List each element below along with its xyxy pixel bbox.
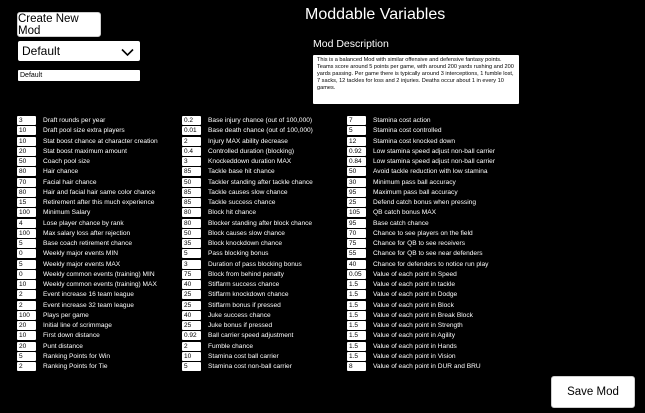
variable-label: Hair and facial hair same color chance bbox=[43, 188, 156, 196]
variable-value-input[interactable]: 80 bbox=[182, 208, 201, 217]
variable-label: Blocker standing after block chance bbox=[208, 219, 313, 227]
variable-value-input[interactable]: 50 bbox=[182, 178, 201, 187]
variable-label: Stamina cost ball carrier bbox=[208, 352, 279, 360]
variable-label: Stat boost chance at character creation bbox=[43, 137, 158, 145]
variable-label: Weekly major events MIN bbox=[43, 250, 118, 258]
variable-label: Base death chance (out of 100,000) bbox=[208, 127, 313, 135]
variable-label: Stamina cost action bbox=[373, 117, 431, 124]
variable-label: Stat boost maximum amount bbox=[43, 147, 127, 155]
variable-label: Max salary loss after rejection bbox=[43, 229, 131, 237]
variable-value-input[interactable]: 0.92 bbox=[347, 147, 366, 156]
variable-label: Chance for defenders to notice run play bbox=[373, 260, 489, 268]
variable-value-input[interactable]: 1.5 bbox=[347, 311, 366, 320]
variable-label: Block knockdown chance bbox=[208, 240, 283, 247]
variable-label: Retirement after this much experience bbox=[43, 199, 155, 206]
variable-label: Tackle causes slow chance bbox=[208, 188, 288, 196]
variable-label: Avoid tackle reduction with low stamina bbox=[373, 168, 488, 176]
variable-label: Facial hair chance bbox=[43, 178, 97, 186]
chevron-down-icon bbox=[121, 48, 134, 57]
variable-value-input[interactable]: 1.5 bbox=[347, 301, 366, 310]
variable-label: Juke success chance bbox=[208, 311, 271, 319]
variable-label: Stiffarm bonus if pressed bbox=[208, 301, 281, 309]
variable-value-input[interactable]: 100 bbox=[17, 311, 36, 320]
mod-description-textarea[interactable]: This is a balanced Mod with similar offensive and defensive fantasy points. Teams score around 5 points per game, with around 200 yards rushing and 200 yards passing. Per game there is typically around 3 interceptions, 1 fumble lost, 7 sacks, 12 tackles for loss and 2 injuries. Deaths occur about 1 in every 10 games. bbox=[313, 55, 519, 104]
variable-value-input[interactable]: 1.5 bbox=[347, 280, 366, 289]
variable-value-input[interactable]: 5 bbox=[182, 249, 201, 258]
variable-label: Value of each point in Strength bbox=[373, 322, 463, 329]
variable-label: Block from behind penalty bbox=[208, 270, 284, 278]
variable-value-input[interactable]: 3 bbox=[182, 157, 201, 166]
mod-name-input[interactable]: Default bbox=[18, 70, 140, 81]
variable-value-input[interactable]: 40 bbox=[182, 280, 201, 289]
variable-label: Minimum pass ball accuracy bbox=[373, 178, 456, 186]
variable-label: Stamina cost controlled bbox=[373, 127, 442, 135]
variable-value-input[interactable]: 75 bbox=[347, 239, 366, 248]
variable-label: Event increase 16 team league bbox=[43, 291, 134, 299]
variable-label: Coach pool size bbox=[43, 158, 90, 165]
variable-label: Maximum pass ball accuracy bbox=[373, 188, 458, 196]
variable-label: Base coach retirement chance bbox=[43, 240, 133, 247]
variable-label: Chance for QB to see near defenders bbox=[373, 250, 483, 258]
variable-label: Weekly common events (training) MAX bbox=[43, 281, 157, 288]
variable-value-input[interactable]: 70 bbox=[347, 229, 366, 238]
variable-label: Low stamina speed adjust non-ball carrier bbox=[373, 147, 496, 155]
variable-value-input[interactable]: 3 bbox=[17, 116, 36, 125]
variable-value-input[interactable]: 5 bbox=[17, 352, 36, 361]
variable-label: Pass blocking bonus bbox=[208, 250, 269, 258]
variable-label: Low stamina speed adjust non-ball carrier bbox=[373, 158, 496, 165]
variable-label: Draft rounds per year bbox=[43, 117, 106, 124]
variable-label: Ranking Points for Win bbox=[43, 352, 111, 360]
variable-value-input[interactable]: 25 bbox=[347, 198, 366, 207]
variable-label: Value of each point in Vision bbox=[373, 352, 456, 360]
variable-label: First down distance bbox=[43, 332, 100, 340]
variable-label: Base catch chance bbox=[373, 219, 429, 227]
variable-label: Duration of pass blocking bonus bbox=[208, 260, 302, 268]
variable-value-input[interactable]: 5 bbox=[17, 239, 36, 248]
variable-label: Knockeddown duration MAX bbox=[208, 158, 292, 165]
variable-label: Stiffarm knockdown chance bbox=[208, 291, 289, 299]
variable-label: Value of each point in Speed bbox=[373, 270, 457, 278]
variable-value-input[interactable]: 40 bbox=[347, 260, 366, 269]
variable-value-input[interactable]: 85 bbox=[182, 167, 201, 176]
save-mod-button[interactable]: Save Mod bbox=[551, 376, 635, 408]
variable-label: Value of each point in Break Block bbox=[373, 311, 473, 319]
variable-value-input[interactable]: 105 bbox=[347, 208, 366, 217]
variable-value-input[interactable]: 0.92 bbox=[182, 331, 201, 340]
variable-label: Minimum Salary bbox=[43, 209, 91, 217]
variable-value-input[interactable]: 55 bbox=[347, 249, 366, 258]
variable-value-input[interactable]: 1.5 bbox=[347, 290, 366, 299]
variable-value-input[interactable]: 3 bbox=[182, 260, 201, 269]
variable-label: Event increase 32 team league bbox=[43, 301, 134, 309]
variable-label: Tackle success chance bbox=[208, 199, 276, 206]
variable-value-input[interactable]: 30 bbox=[347, 178, 366, 187]
variable-value-input[interactable]: 50 bbox=[347, 167, 366, 176]
variable-label: Tackle base hit chance bbox=[208, 168, 275, 176]
variable-label: Value of each point in DUR and BRU bbox=[373, 363, 481, 370]
variable-value-input[interactable]: 2 bbox=[182, 342, 201, 351]
variable-value-input[interactable]: 0.2 bbox=[182, 116, 201, 125]
variable-value-input[interactable]: 10 bbox=[17, 126, 36, 135]
variable-label: Weekly major events MAX bbox=[43, 260, 121, 268]
variable-value-input[interactable]: 2 bbox=[17, 290, 36, 299]
variable-value-input[interactable]: 80 bbox=[17, 167, 36, 176]
variable-label: Tackler standing after tackle chance bbox=[208, 178, 313, 186]
variable-label: Hair chance bbox=[43, 168, 79, 176]
variable-value-input[interactable]: 20 bbox=[17, 342, 36, 351]
variable-value-input[interactable]: 20 bbox=[17, 321, 36, 330]
variable-value-input[interactable]: 35 bbox=[182, 239, 201, 248]
variable-label: Juke bonus if pressed bbox=[208, 322, 273, 329]
variable-label: Plays per game bbox=[43, 311, 89, 319]
variable-value-input[interactable]: 2 bbox=[182, 137, 201, 146]
variable-value-input[interactable]: 100 bbox=[17, 208, 36, 217]
variable-label: Fumble chance bbox=[208, 342, 254, 350]
variable-value-input[interactable]: 40 bbox=[182, 311, 201, 320]
variable-value-input[interactable]: 5 bbox=[17, 260, 36, 269]
variable-value-input[interactable]: 0.4 bbox=[182, 147, 201, 156]
variable-value-input[interactable]: 10 bbox=[17, 137, 36, 146]
variable-value-input[interactable]: 5 bbox=[347, 126, 366, 135]
variable-value-input[interactable]: 12 bbox=[347, 137, 366, 146]
variable-label: Initial line of scrimmage bbox=[43, 322, 112, 329]
variable-value-input[interactable]: 25 bbox=[182, 290, 201, 299]
variable-label: QB catch bonus MAX bbox=[373, 209, 437, 217]
variable-value-input[interactable]: 15 bbox=[17, 198, 36, 207]
variable-value-input[interactable]: 10 bbox=[182, 352, 201, 361]
variable-label: Lose player chance by rank bbox=[43, 219, 124, 227]
variable-value-input[interactable]: 85 bbox=[182, 188, 201, 197]
variable-value-input[interactable]: 0.84 bbox=[347, 157, 366, 166]
variable-label: Stamina cost non-ball carrier bbox=[208, 363, 292, 370]
variable-label: Controlled duration (blocking) bbox=[208, 147, 295, 155]
variable-value-input[interactable]: 2 bbox=[17, 301, 36, 310]
create-new-mod-button[interactable]: Create New Mod bbox=[17, 12, 101, 37]
variable-value-input[interactable]: 20 bbox=[17, 147, 36, 156]
variable-value-input[interactable]: 1.5 bbox=[347, 342, 366, 351]
page-title: Moddable Variables bbox=[305, 6, 446, 23]
variable-label: Stiffarm success chance bbox=[208, 281, 280, 288]
variable-label: Value of each point in Dodge bbox=[373, 291, 458, 299]
variable-value-input[interactable]: 50 bbox=[182, 229, 201, 238]
variable-label: Punt distance bbox=[43, 342, 83, 350]
variable-label: Value of each point in Agility bbox=[373, 332, 455, 340]
variable-label: Stamina cost knocked down bbox=[373, 137, 456, 145]
variable-label: Weekly common events (training) MIN bbox=[43, 270, 155, 278]
variable-value-input[interactable]: 70 bbox=[17, 178, 36, 187]
variable-value-input[interactable]: 0.01 bbox=[182, 126, 201, 135]
variable-value-input[interactable]: 0.05 bbox=[347, 270, 366, 279]
variable-label: Defend catch bonus when pressing bbox=[373, 199, 477, 206]
variable-label: Injury MAX ability decrease bbox=[208, 137, 288, 145]
variable-label: Draft pool size extra players bbox=[43, 127, 125, 135]
variable-label: Value of each point in tackle bbox=[373, 281, 455, 288]
variable-value-input[interactable]: 25 bbox=[182, 321, 201, 330]
mod-select-value: Default bbox=[22, 44, 61, 58]
variable-value-input[interactable]: 0 bbox=[17, 270, 36, 279]
variable-value-input[interactable]: 25 bbox=[182, 301, 201, 310]
variable-value-input[interactable]: 95 bbox=[347, 219, 366, 228]
variable-label: Chance to see players on the field bbox=[373, 229, 473, 237]
variable-value-input[interactable]: 4 bbox=[17, 219, 36, 228]
variable-value-input[interactable]: 1.5 bbox=[347, 331, 366, 340]
variable-label: Chance for QB to see receivers bbox=[373, 240, 465, 247]
variable-value-input[interactable]: 85 bbox=[182, 198, 201, 207]
variable-value-input[interactable]: 2 bbox=[17, 362, 36, 371]
variable-value-input[interactable]: 1.5 bbox=[347, 321, 366, 330]
variable-label: Block hit chance bbox=[208, 209, 257, 217]
variable-value-input[interactable]: 10 bbox=[17, 331, 36, 340]
mod-description-label: Mod Description bbox=[313, 38, 389, 50]
variable-value-input[interactable]: 10 bbox=[17, 280, 36, 289]
variable-label: Value of each point in Hands bbox=[373, 342, 457, 350]
variable-value-input[interactable]: 7 bbox=[347, 116, 366, 125]
variable-label: Ball carrier speed adjustment bbox=[208, 332, 294, 340]
variable-value-input[interactable]: 0 bbox=[17, 249, 36, 258]
variable-value-input[interactable]: 80 bbox=[182, 219, 201, 228]
variable-value-input[interactable]: 1.5 bbox=[347, 352, 366, 361]
variable-label: Ranking Points for Tie bbox=[43, 363, 108, 370]
variable-value-input[interactable]: 80 bbox=[17, 188, 36, 197]
variable-value-input[interactable]: 50 bbox=[17, 157, 36, 166]
variable-value-input[interactable]: 95 bbox=[347, 188, 366, 197]
variable-value-input[interactable]: 75 bbox=[182, 270, 201, 279]
variable-value-input[interactable]: 100 bbox=[17, 229, 36, 238]
variable-value-input[interactable]: 8 bbox=[347, 362, 366, 371]
variable-label: Value of each point in Block bbox=[373, 301, 454, 309]
variable-label: Block causes slow chance bbox=[208, 229, 285, 237]
mod-select-dropdown[interactable] bbox=[18, 41, 140, 61]
variable-label: Base injury chance (out of 100,000) bbox=[208, 117, 313, 124]
variable-value-input[interactable]: 5 bbox=[182, 362, 201, 371]
